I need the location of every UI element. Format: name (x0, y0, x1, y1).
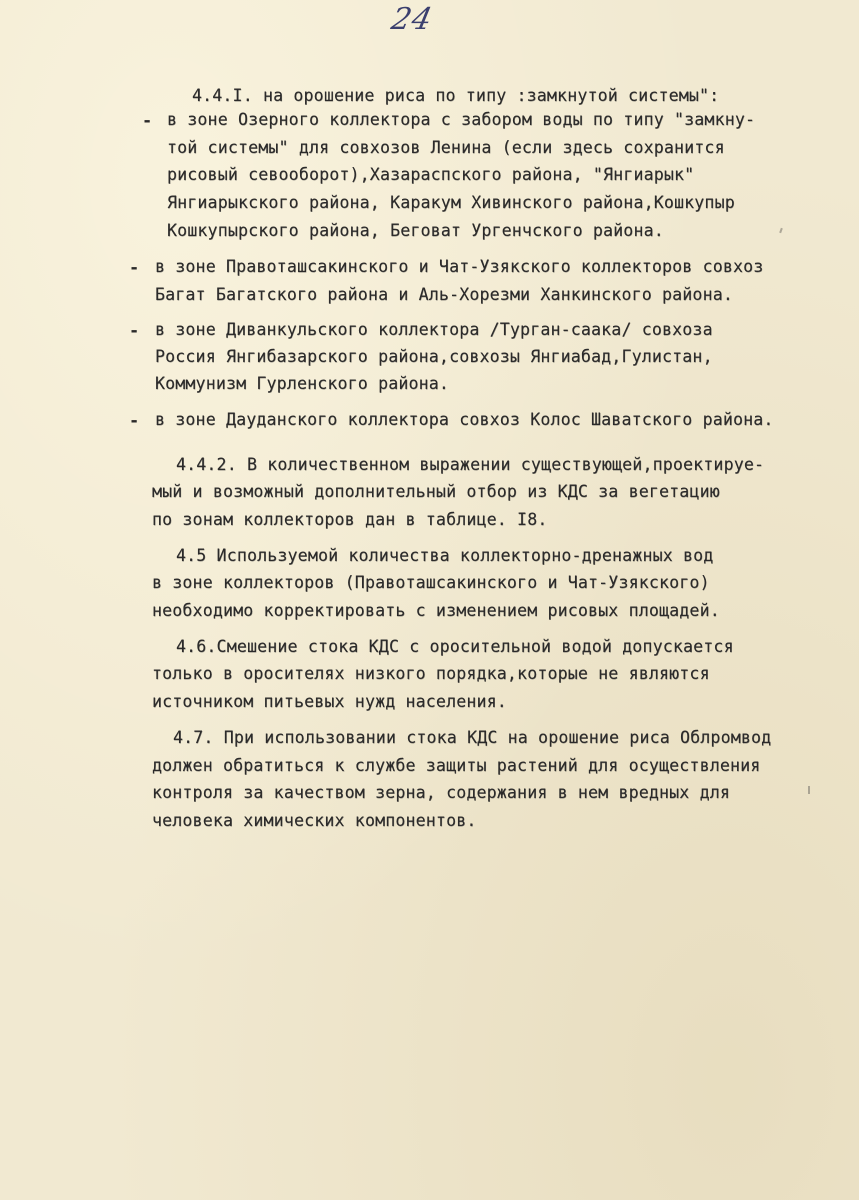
text-line: источником питьевых нужд населения. (152, 692, 507, 711)
text-line: в зоне Озерного коллектора с забором воды по типу "замкну- (167, 110, 756, 129)
text-line: мый и возможный дополнительный отбор из КДС за вегетацию (152, 482, 720, 501)
text-line: в зоне Диванкульского коллектора /Турган-саака/ совхоза (155, 320, 713, 339)
text-line: только в оросителях низкого порядка,которые не являются (152, 664, 710, 683)
text-line: должен обратиться к службе защиты растений для осуществления (152, 756, 761, 775)
text-line: контроля за качеством зерна, содержания в нем вредных для (152, 783, 730, 802)
text-line: необходимо корректировать с изменением рисовых площадей. (152, 601, 720, 620)
text-line: 4.6.Смешение стока КДС с оросительной водой допускается (176, 637, 734, 656)
text-line: рисовый севооборот),Хазараспского района, "Янгиарык" (167, 165, 695, 184)
text-line: в зоне Правоташсакинского и Чат-Узякского коллекторов совхоз (155, 257, 764, 276)
paper-mark (779, 228, 783, 233)
bullet-dash: - (129, 411, 140, 431)
page-number: 24 (388, 2, 436, 37)
text-line: 4.5 Используемой количества коллекторно-дренажных вод (176, 546, 714, 565)
text-line: в зоне Дауданского коллектора совхоз Колос Шаватского района. (155, 410, 774, 429)
text-line: Коммунизм Гурленского района. (155, 374, 450, 393)
bullet-dash: - (129, 321, 140, 341)
text-line: человека химических компонентов. (152, 811, 477, 830)
text-line: 4.4.I. на орошение риса по типу :замкнутой системы": (192, 86, 720, 105)
bullet-dash: - (142, 111, 153, 131)
text-line: 4.4.2. В количественном выражении существующей,проектируе- (176, 455, 765, 474)
text-line: 4.7. При использовании стока КДС на орошение риса Облромвод (173, 728, 772, 747)
bullet-dash: - (129, 258, 140, 278)
text-line: Россия Янгибазарского района,совхозы Янгиабад,Гулистан, (155, 347, 713, 366)
paper-mark (808, 786, 810, 794)
text-line: в зоне коллекторов (Правоташсакинского и Чат-Узякского) (152, 573, 710, 592)
text-line: Кошкупырского района, Беговат Ургенчского района. (167, 221, 664, 240)
text-line: Янгиарыкского района, Каракум Хивинского района,Кошкупыр (167, 193, 735, 212)
text-line: Багат Багатского района и Аль-Хорезми Ханкинского района. (155, 285, 733, 304)
text-line: той системы" для совхозов Ленина (если здесь сохранится (167, 138, 725, 157)
text-line: по зонам коллекторов дан в таблице. I8. (152, 510, 548, 529)
